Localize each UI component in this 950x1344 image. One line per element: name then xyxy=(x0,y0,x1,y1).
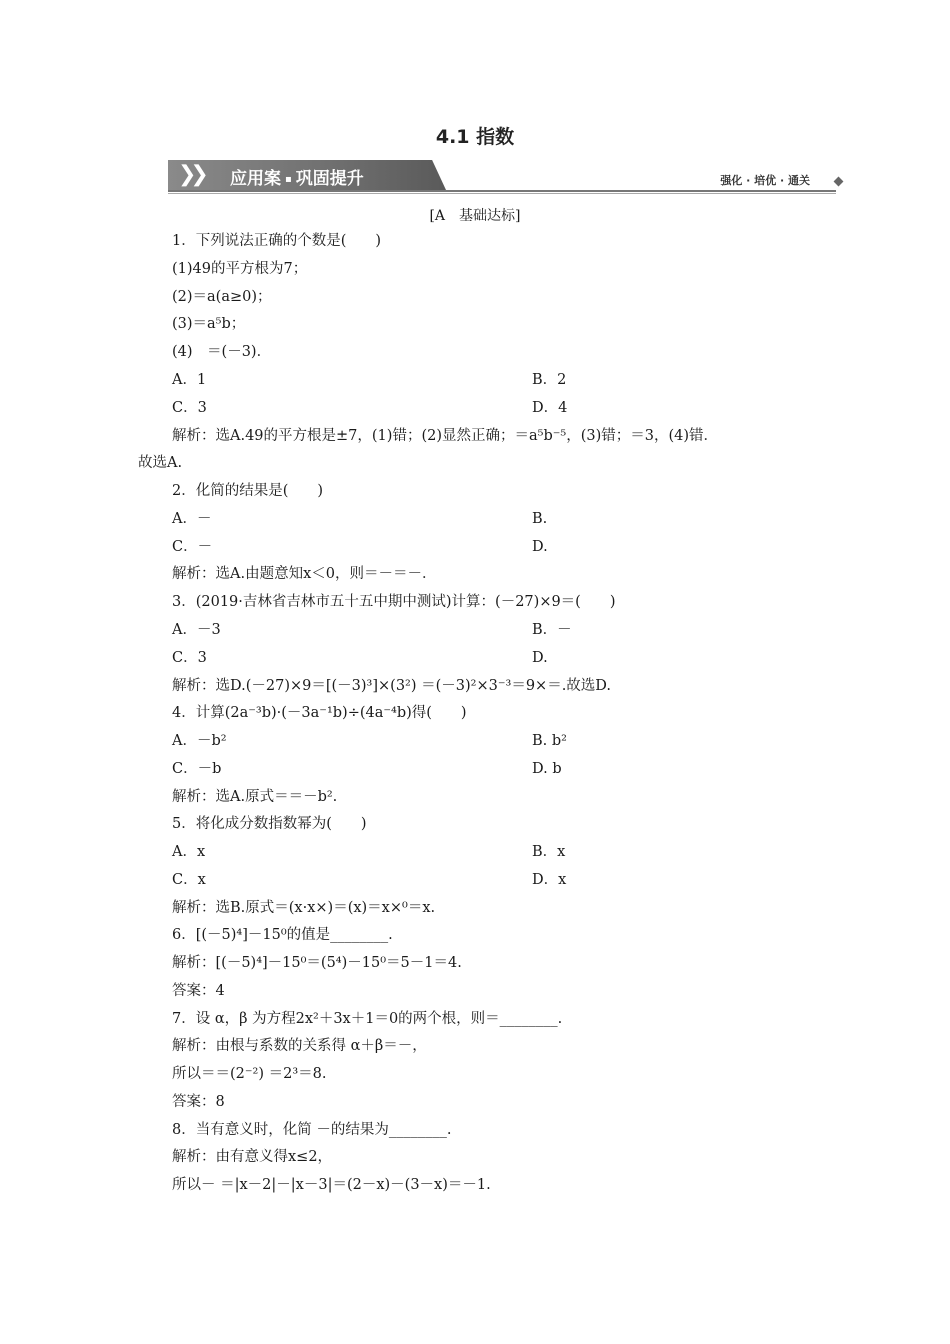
q5-solution: 解析：选B.原式＝(x·x×)＝(x)＝x×⁰＝x. xyxy=(172,900,436,916)
q2-option-b: B. xyxy=(532,511,548,527)
q8-solution-cont: 所以－ ＝|x－2|－|x－3|＝(2－x)－(3－x)＝－1. xyxy=(172,1177,491,1193)
banner-tagline: 强化 · 培优 · 通关 xyxy=(720,174,810,187)
q1-solution-cont: 故选A. xyxy=(138,455,183,471)
q2-option-c: C．－ xyxy=(172,539,213,555)
question-3: 3．(2019·吉林省吉林市五十五中期中测试)计算：(－27)×9＝( ) xyxy=(172,594,616,610)
chevron-right-icon: ❯❯ xyxy=(178,162,203,187)
q4-option-d: D. b xyxy=(532,761,562,777)
question-5: 5．将化成分数指数幂为( ) xyxy=(172,816,367,832)
q1-statement-3: (3)＝a⁵b； xyxy=(172,316,246,332)
q4-solution: 解析：选A.原式＝＝－b². xyxy=(172,789,338,805)
q2-option-d: D. xyxy=(532,539,548,555)
page-title: 4.1 指数 xyxy=(435,126,515,148)
section-banner xyxy=(168,160,840,194)
question-6: 6．[(－5)⁴]－15⁰的值是________. xyxy=(172,927,393,943)
q3-option-c: C．3 xyxy=(172,650,207,666)
banner-label xyxy=(230,164,364,189)
q7-solution-cont: 所以＝＝(2⁻²) ＝2³＝8. xyxy=(172,1066,327,1082)
q1-option-a: A．1 xyxy=(172,372,207,388)
q1-option-b: B．2 xyxy=(532,372,567,388)
q4-option-b: B. b² xyxy=(532,733,567,749)
q5-option-d: D．x xyxy=(532,872,567,888)
q5-option-b: B．x xyxy=(532,844,566,860)
banner-dot: ▪ xyxy=(285,173,292,185)
q1-solution: 解析：选A.49的平方根是±7，(1)错；(2)显然正确；＝a⁵b⁻⁵，(3)错；＝3，(4)错． xyxy=(172,428,718,444)
banner-label-a: 应用案 xyxy=(230,169,281,189)
question-8: 8．当有意义时，化简 －的结果为________. xyxy=(172,1122,452,1138)
q1-statement-2: (2)＝a(a≥0)； xyxy=(172,289,272,305)
q1-statement-4: (4) ＝(－3)． xyxy=(172,344,272,360)
q1-option-d: D．4 xyxy=(532,400,568,416)
q5-option-c: C．x xyxy=(172,872,206,888)
question-2: 2．化简的结果是( ) xyxy=(172,483,324,499)
q3-option-d: D. xyxy=(532,650,548,666)
q2-option-a: A．－ xyxy=(172,511,212,527)
q3-option-a: A．－3 xyxy=(172,622,221,638)
q4-option-a: A．－b² xyxy=(172,733,227,749)
q7-solution: 解析：由根与系数的关系得 α＋β＝－， xyxy=(172,1038,427,1054)
q7-answer: 答案：8 xyxy=(172,1094,225,1110)
q1-statement-1: (1)49的平方根为7； xyxy=(172,261,308,277)
banner-label-b: 巩固提升 xyxy=(295,169,364,189)
q2-solution: 解析：选A.由题意知x＜0，则＝－＝－． xyxy=(172,566,437,582)
q8-solution: 解析：由有意义得x≤2， xyxy=(172,1149,333,1165)
q5-option-a: A．x xyxy=(172,844,206,860)
question-1: 1．下列说法正确的个数是( ) xyxy=(172,233,382,249)
question-4: 4．计算(2a⁻³b)·(－3a⁻¹b)÷(4a⁻⁴b)得( ) xyxy=(172,705,467,721)
q6-answer: 答案：4 xyxy=(172,983,225,999)
question-7: 7．设 α，β 为方程2x²＋3x＋1＝0的两个根，则＝________. xyxy=(172,1011,563,1027)
q3-solution: 解析：选D.(－27)×9＝[(－3)³]×(3²) ＝(－3)²×3⁻³＝9×＝.故选D. xyxy=(172,678,612,694)
q4-option-c: C．－b xyxy=(172,761,222,777)
q3-option-b: B．－ xyxy=(532,622,572,638)
banner-rule xyxy=(168,190,836,192)
banner-rule-thin xyxy=(168,193,836,194)
q1-option-c: C．3 xyxy=(172,400,207,416)
q6-solution: 解析：[(－5)⁴]－15⁰＝(5⁴)－15⁰＝5－1＝4. xyxy=(172,955,462,971)
section-heading: [A 基础达标] xyxy=(429,208,521,224)
diamond-icon xyxy=(834,177,844,187)
